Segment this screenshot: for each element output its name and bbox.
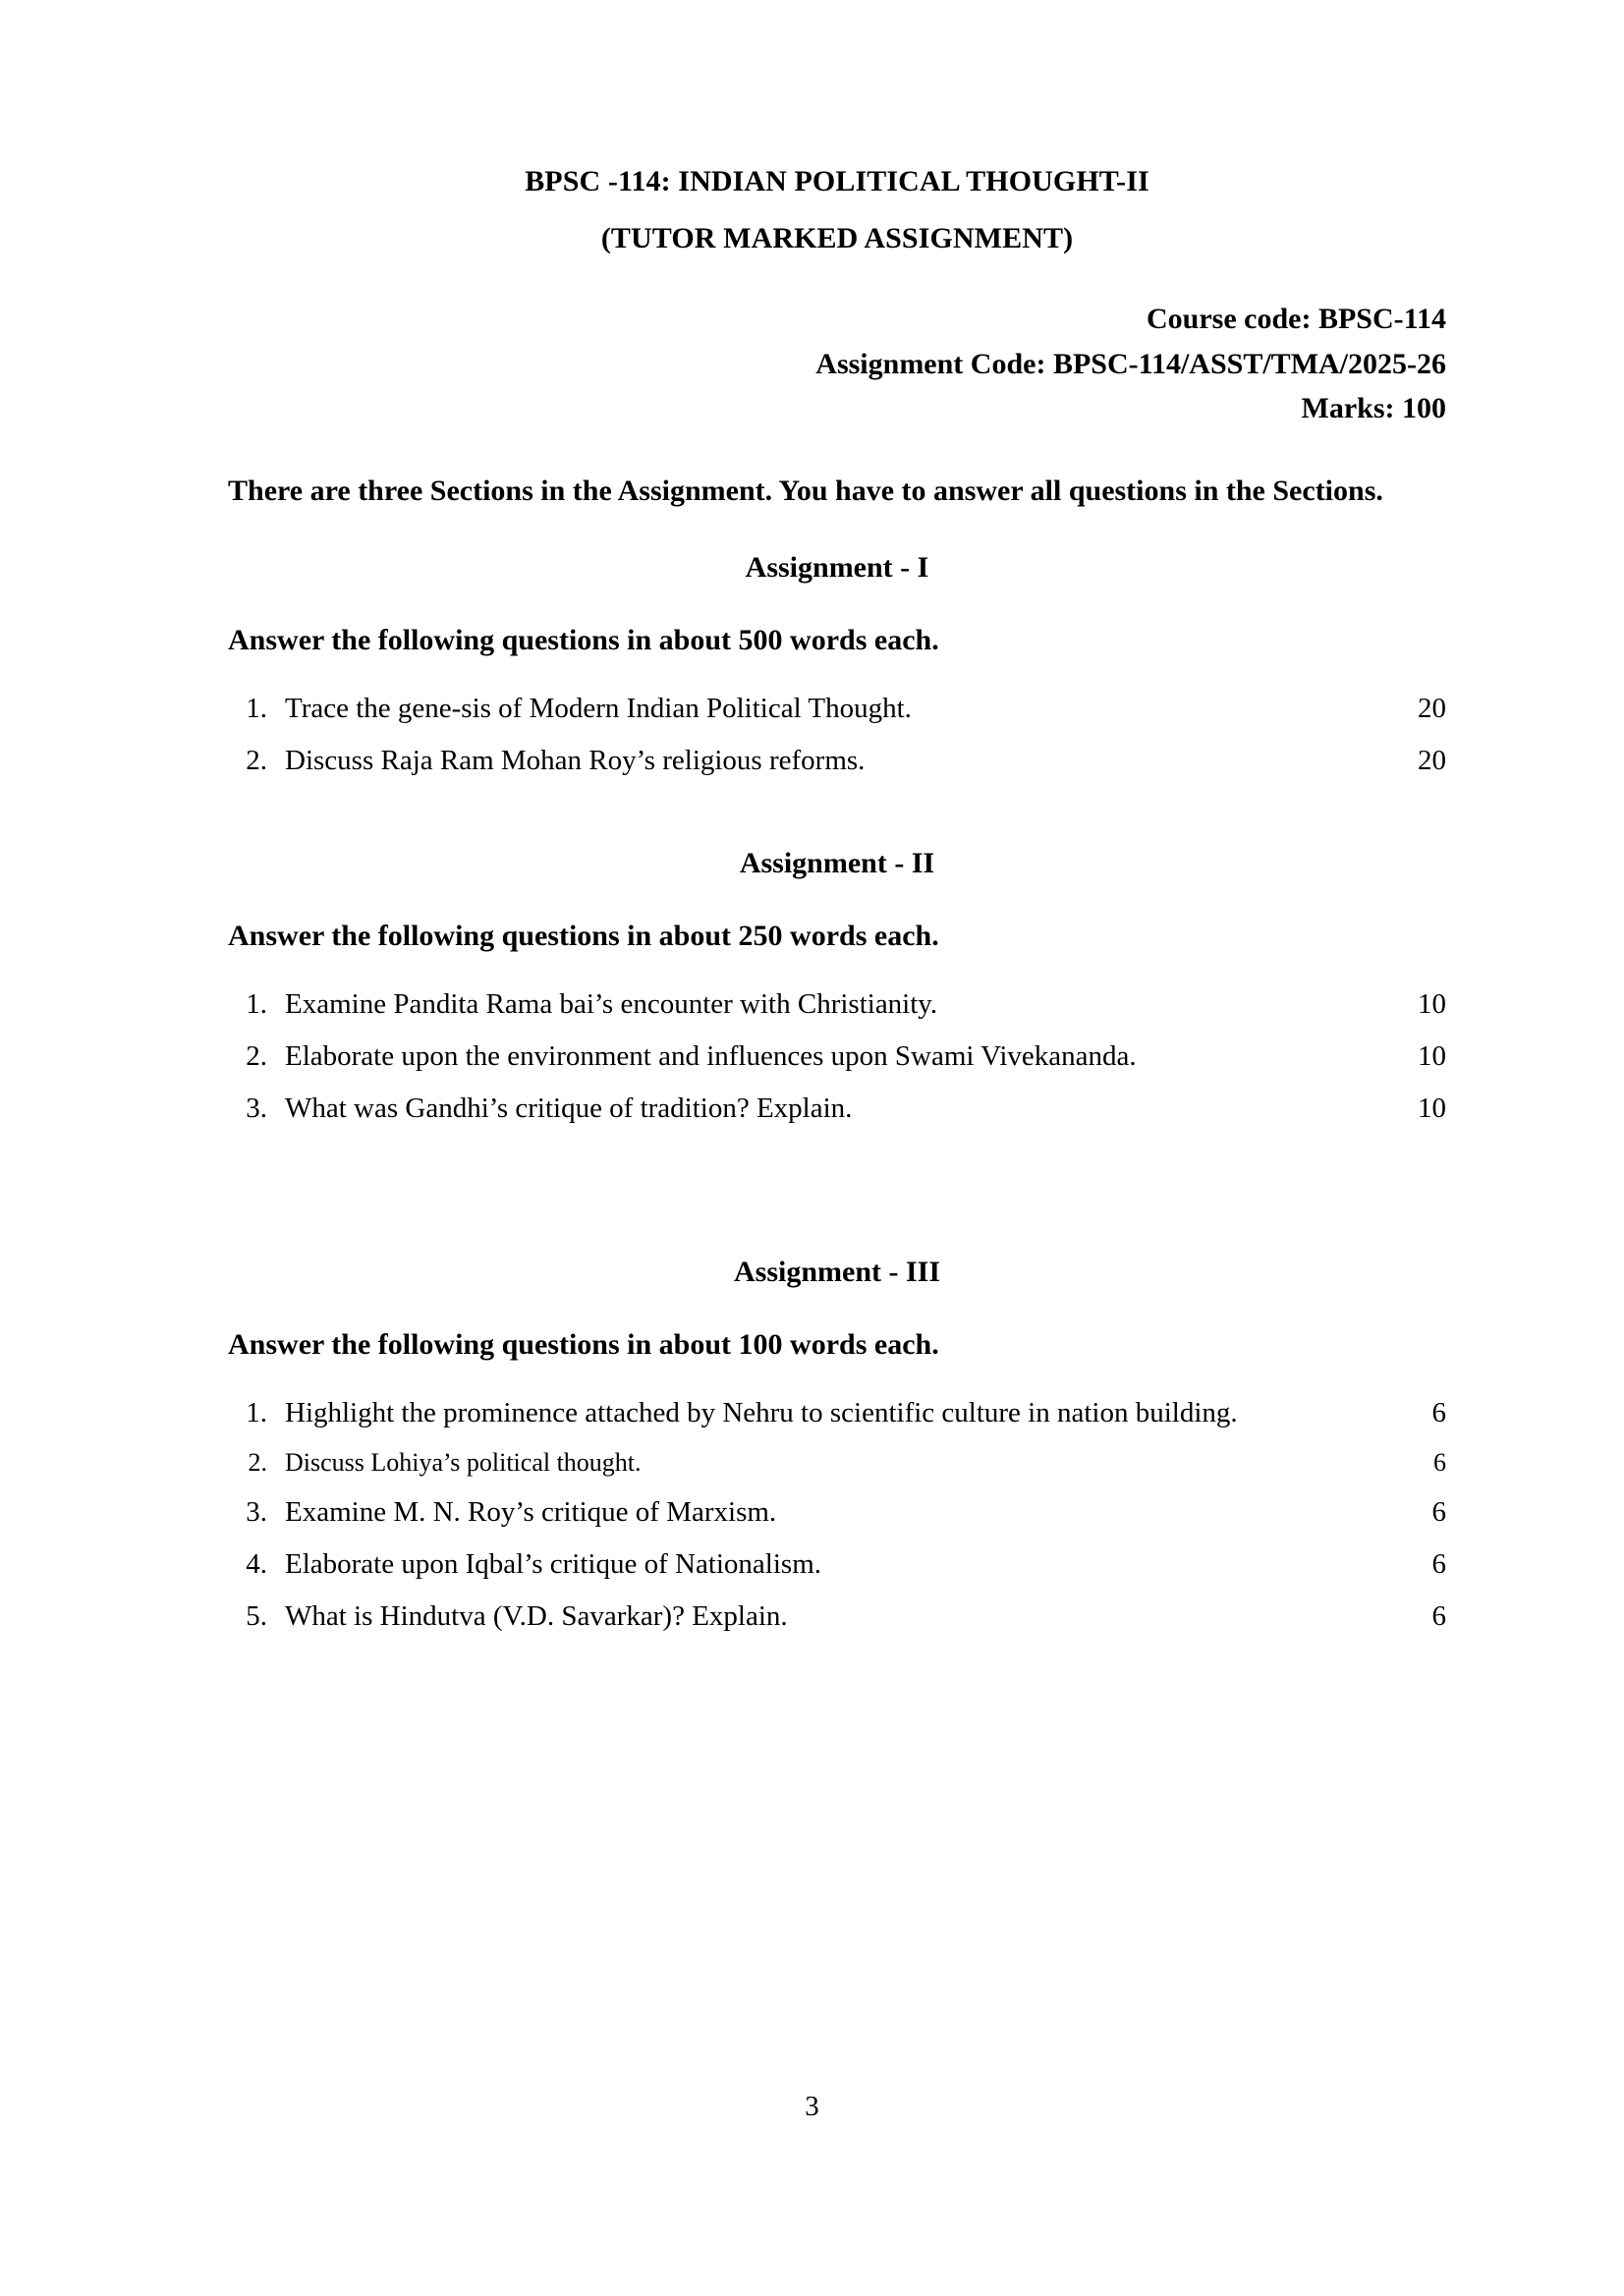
question-text: Examine M. N. Roy’s critique of Marxism. <box>285 1496 777 1529</box>
assignment-code-line: Assignment Code: BPSC-114/ASST/TMA/2025-26 <box>815 347 1446 380</box>
question-text: Discuss Lohiya’s political thought. <box>285 1447 642 1477</box>
question-marks: 10 <box>1418 1039 1446 1072</box>
question-number: 4. <box>246 1548 267 1581</box>
question-item <box>228 1486 1446 1539</box>
question-number: 2. <box>248 1447 267 1477</box>
question-item <box>228 735 1446 787</box>
section-gap-1 <box>228 513 1446 548</box>
section-gap-3 <box>228 1135 1446 1253</box>
question-item <box>228 1591 1446 1643</box>
question-number: 5. <box>246 1600 267 1633</box>
question-number: 3. <box>246 1092 267 1124</box>
question-marks: 10 <box>1418 1092 1446 1124</box>
question-list-1 <box>228 683 1446 787</box>
question-text: What was Gandhi’s critique of tradition? Explain. <box>285 1092 853 1124</box>
instruction-gap-1 <box>228 587 1446 620</box>
section-instruction-1: Answer the following questions in about 500 words each. <box>228 624 939 657</box>
instruction-gap-3 <box>228 1291 1446 1324</box>
document-title-primary: BPSC -114: INDIAN POLITICAL THOUGHT-II <box>525 165 1149 197</box>
question-marks: 6 <box>1431 1396 1446 1428</box>
question-marks: 6 <box>1431 1548 1447 1581</box>
question-marks: 10 <box>1418 988 1447 1021</box>
section-heading-2: Assignment - II <box>739 847 935 880</box>
question-marks: 20 <box>1418 745 1447 777</box>
meta-gap <box>228 431 1446 469</box>
question-number: 1. <box>246 1396 267 1428</box>
question-item <box>228 1439 1446 1487</box>
question-text: Trace the gene-sis of Modern Indian Political Thought. <box>285 693 912 725</box>
list-gap-2 <box>228 957 1446 979</box>
intro-paragraph: There are three Sections in the Assignment. You have to answer all questions in the Sections. <box>228 474 1383 507</box>
section-gap-2 <box>228 787 1446 844</box>
title-gap <box>228 253 1446 297</box>
question-number: 3. <box>246 1496 267 1529</box>
question-item <box>228 1031 1446 1083</box>
document-title-secondary: (TUTOR MARKED ASSIGNMENT) <box>600 222 1074 254</box>
question-marks: 6 <box>1431 1600 1447 1633</box>
question-number: 1. <box>246 693 267 725</box>
question-text: Examine Pandita Rama bai’s encounter with Christianity. <box>285 988 938 1021</box>
question-item <box>228 1387 1446 1439</box>
section-instruction-2: Answer the following questions in about 250 words each. <box>228 920 939 953</box>
question-text: Elaborate upon the environment and influences upon Swami Vivekananda. <box>285 1039 1137 1072</box>
question-number: 2. <box>246 745 267 777</box>
question-list-2 <box>228 979 1446 1135</box>
question-item <box>228 1539 1446 1591</box>
question-item <box>228 979 1446 1031</box>
question-text: Elaborate upon Iqbal’s critique of Nationalism. <box>285 1548 822 1581</box>
question-text: Highlight the prominence attached by Nehru to scientific culture in nation building. <box>285 1396 1238 1428</box>
page-number: 3 <box>805 2091 819 2122</box>
instruction-gap-2 <box>228 882 1446 916</box>
question-item <box>228 1083 1446 1135</box>
question-item <box>228 683 1446 735</box>
question-text: What is Hindutva (V.D. Savarkar)? Explain. <box>285 1600 788 1633</box>
question-number: 1. <box>246 988 267 1021</box>
section-heading-1: Assignment - I <box>745 551 929 585</box>
marks-line: Marks: 100 <box>1301 392 1446 425</box>
question-marks: 6 <box>1433 1447 1446 1477</box>
question-marks: 6 <box>1431 1496 1446 1529</box>
top-spacer <box>228 0 1446 167</box>
question-text: Discuss Raja Ram Mohan Roy’s religious reforms. <box>285 745 866 777</box>
question-list-3 <box>228 1387 1446 1643</box>
list-gap-3 <box>228 1366 1446 1387</box>
course-meta-block <box>228 297 1446 431</box>
list-gap-1 <box>228 661 1446 683</box>
section-instruction-3: Answer the following questions in about 100 words each. <box>228 1327 939 1361</box>
course-code-line: Course code: BPSC-114 <box>1147 303 1446 335</box>
section-heading-3: Assignment - III <box>733 1255 941 1288</box>
question-marks: 20 <box>1418 693 1447 725</box>
document-content <box>228 0 1446 1643</box>
question-number: 2. <box>246 1039 267 1072</box>
